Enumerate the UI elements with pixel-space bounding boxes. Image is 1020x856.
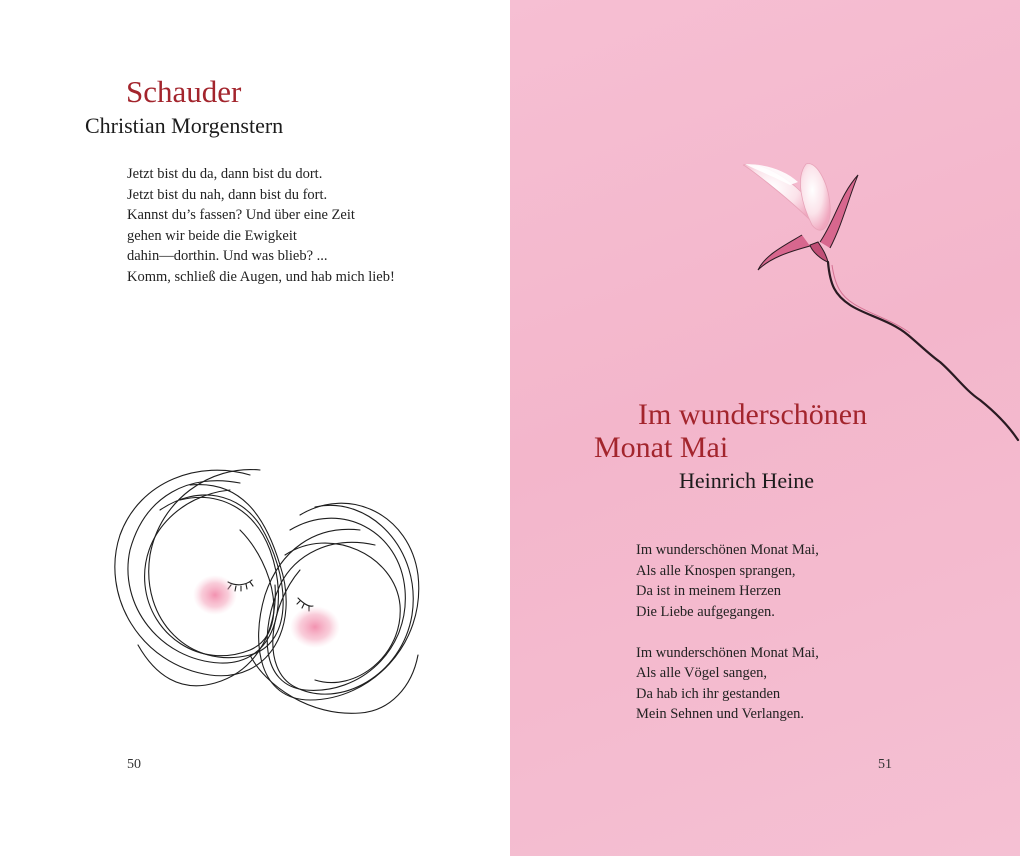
page-number-right: 51 xyxy=(878,757,892,772)
poem-line: Jetzt bist du da, dann bist du dort. xyxy=(127,166,323,182)
poem-body-monat-mai xyxy=(636,540,819,745)
page-number-left: 50 xyxy=(127,757,141,772)
poem-line: Jetzt bist du nah, dann bist du fort. xyxy=(127,186,328,203)
poem-author-morgenstern: Christian Morgenstern xyxy=(85,113,284,138)
right-page xyxy=(510,0,1020,856)
poem-line: gehen wir beide die Ewigkeit xyxy=(127,227,297,244)
two-faces-scribble-illustration xyxy=(100,455,430,725)
poem-line: Im wunderschönen Monat Mai, xyxy=(636,542,819,558)
poem-author-heine: Heinrich Heine xyxy=(679,468,814,493)
poem-line: Kannst du’s fassen? Und über eine Zeit xyxy=(127,207,355,223)
poem-line: Da ist in meinem Herzen xyxy=(636,583,781,599)
poem-line: dahin—dorthin. Und was blieb? ... xyxy=(127,248,328,264)
poem-title-monat-mai xyxy=(594,398,868,464)
poem-line: Im wunderschönen Monat Mai, xyxy=(636,644,819,661)
poem-line: Die Liebe aufgegangen. xyxy=(636,603,775,620)
poem-line: Da hab ich ihr gestanden xyxy=(636,685,781,702)
poem-line: Als alle Knospen sprangen, xyxy=(636,562,796,579)
poem-title-line: Im wunderschönen xyxy=(638,398,868,431)
poem-title-line: Monat Mai xyxy=(594,431,729,464)
poem-line: Als alle Vögel sangen, xyxy=(636,665,768,681)
poem-line: Mein Sehnen und Verlangen. xyxy=(636,706,805,722)
poem-title-schauder: Schauder xyxy=(126,74,242,109)
blush-right-cheek xyxy=(290,606,340,648)
poem-stanza xyxy=(636,643,819,725)
blush-left-cheek xyxy=(193,575,237,615)
poem-body-schauder xyxy=(127,164,395,287)
poem-stanza xyxy=(636,540,819,622)
poem-line: Komm, schließ die Augen, und hab mich lieb! xyxy=(127,268,395,285)
